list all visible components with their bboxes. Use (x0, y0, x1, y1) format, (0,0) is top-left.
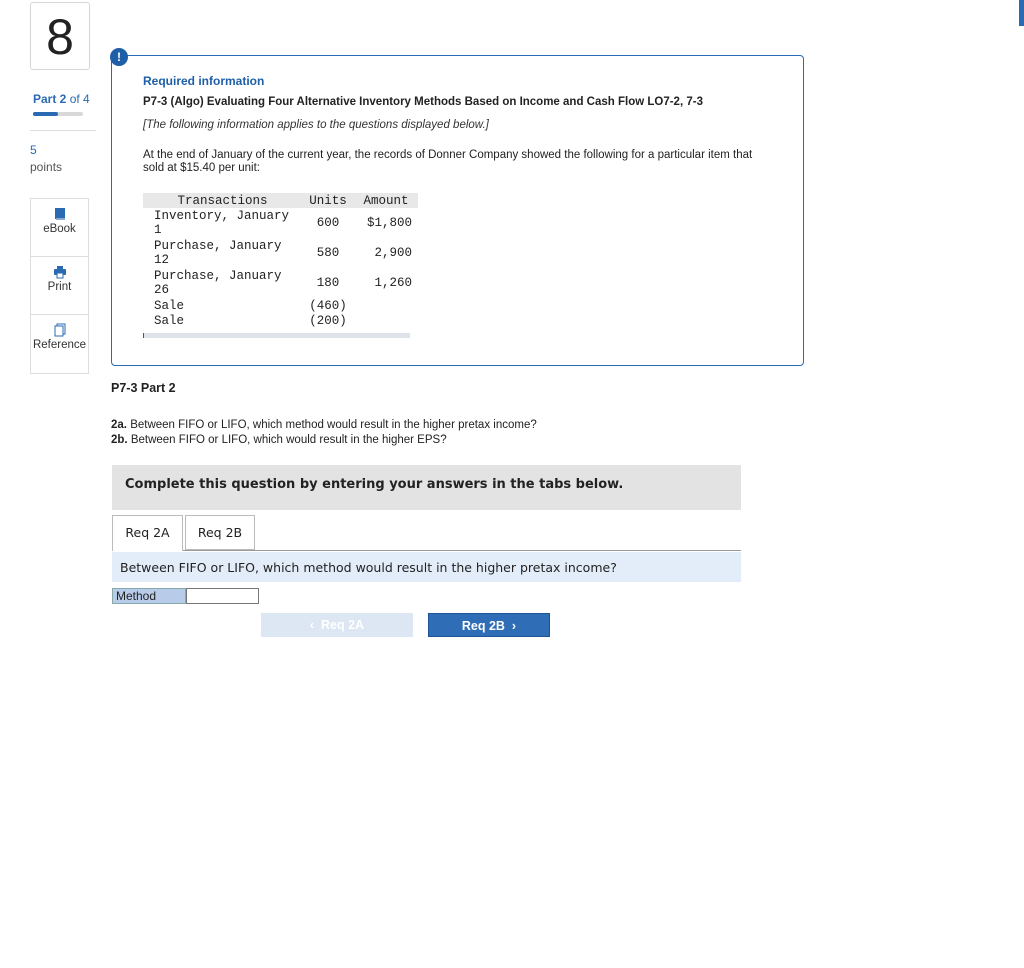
print-label: Print (47, 281, 72, 293)
part-label: Part 2 (33, 92, 67, 106)
part-of-label: of 4 (69, 92, 90, 106)
table-row (143, 268, 418, 298)
question-2a-prefix: 2a. (111, 419, 127, 431)
question-number: 8 (30, 2, 90, 70)
copy-icon (53, 323, 67, 337)
row-amount (354, 298, 418, 313)
row-label: Sale (154, 313, 185, 328)
tab-question: Between FIFO or LIFO, which method would result in the higher pretax income? (112, 552, 741, 582)
problem-title: P7-3 (Algo) Evaluating Four Alternative Inventory Methods Based on Income and Cash Flow LO7-2, 7-3 (143, 96, 703, 108)
part-indicator (33, 92, 90, 106)
row-units: 600 (316, 216, 340, 230)
row-amount: 1,260 (374, 276, 412, 290)
part-title: P7-3 Part 2 (111, 381, 176, 395)
row-amount: 2,900 (374, 246, 412, 260)
part-progress-fill (33, 112, 58, 116)
edge-tab[interactable] (1019, 0, 1024, 26)
row-units: 180 (316, 276, 340, 290)
question-2a-text: Between FIFO or LIFO, which method would result in the higher pretax income? (130, 419, 537, 431)
row-label: Inventory, January 1 (154, 209, 290, 237)
table-row (143, 298, 418, 313)
row-units: (200) (309, 313, 347, 328)
row-amount: $1,800 (366, 216, 412, 230)
table-scrollbar[interactable] (143, 333, 410, 338)
column-header-units: Units (302, 193, 354, 208)
ebook-label: eBook (43, 223, 76, 235)
points-label: points (30, 160, 63, 174)
tab-req-2b[interactable]: Req 2B (185, 515, 255, 550)
chevron-left-icon: ‹ (309, 618, 315, 632)
ebook-button[interactable] (31, 207, 88, 257)
table-row (143, 208, 418, 238)
alert-icon: ! (110, 48, 128, 66)
prev-button[interactable] (261, 613, 413, 637)
instructions-banner: Complete this question by entering your answers in the tabs below. (112, 465, 741, 510)
reference-button[interactable] (31, 323, 88, 373)
tab-divider (183, 550, 741, 551)
info-note: [The following information applies to the questions displayed below.] (143, 119, 489, 131)
question-2b (111, 434, 447, 446)
print-button[interactable] (31, 265, 88, 315)
book-icon (53, 207, 67, 221)
row-label: Purchase, January 26 (154, 269, 282, 297)
reference-label: Reference (32, 339, 87, 351)
problem-intro: At the end of January of the current year, the records of Donner Company showed the following for a particular item that sold at $15.40 per unit: (143, 149, 753, 174)
table-row (143, 238, 418, 268)
transactions-table (143, 193, 418, 328)
column-header-transactions: Transactions (143, 193, 302, 208)
required-info-heading: Required information (143, 74, 265, 88)
next-button[interactable] (428, 613, 550, 637)
row-units: (460) (309, 298, 347, 313)
row-label: Sale (154, 298, 185, 313)
question-2a (111, 419, 537, 431)
points-value: 5 (30, 143, 37, 157)
row-units: 580 (316, 246, 340, 260)
printer-icon (53, 265, 67, 279)
prev-label: Req 2A (321, 618, 365, 632)
divider (30, 130, 96, 131)
table-row (143, 313, 418, 328)
question-2b-prefix: 2b. (111, 434, 128, 446)
row-label: Purchase, January 12 (154, 239, 282, 267)
next-label: Req 2B (461, 619, 505, 633)
method-input[interactable] (186, 588, 259, 604)
question-2b-text: Between FIFO or LIFO, which would result in the higher EPS? (130, 434, 447, 446)
tab-req-2a[interactable]: Req 2A (112, 515, 183, 551)
chevron-right-icon: › (511, 619, 517, 633)
column-header-amount: Amount (354, 193, 418, 208)
method-label: Method (112, 588, 186, 604)
tool-panel (30, 198, 89, 374)
part-progress-bar (33, 112, 83, 116)
row-amount (354, 313, 418, 328)
